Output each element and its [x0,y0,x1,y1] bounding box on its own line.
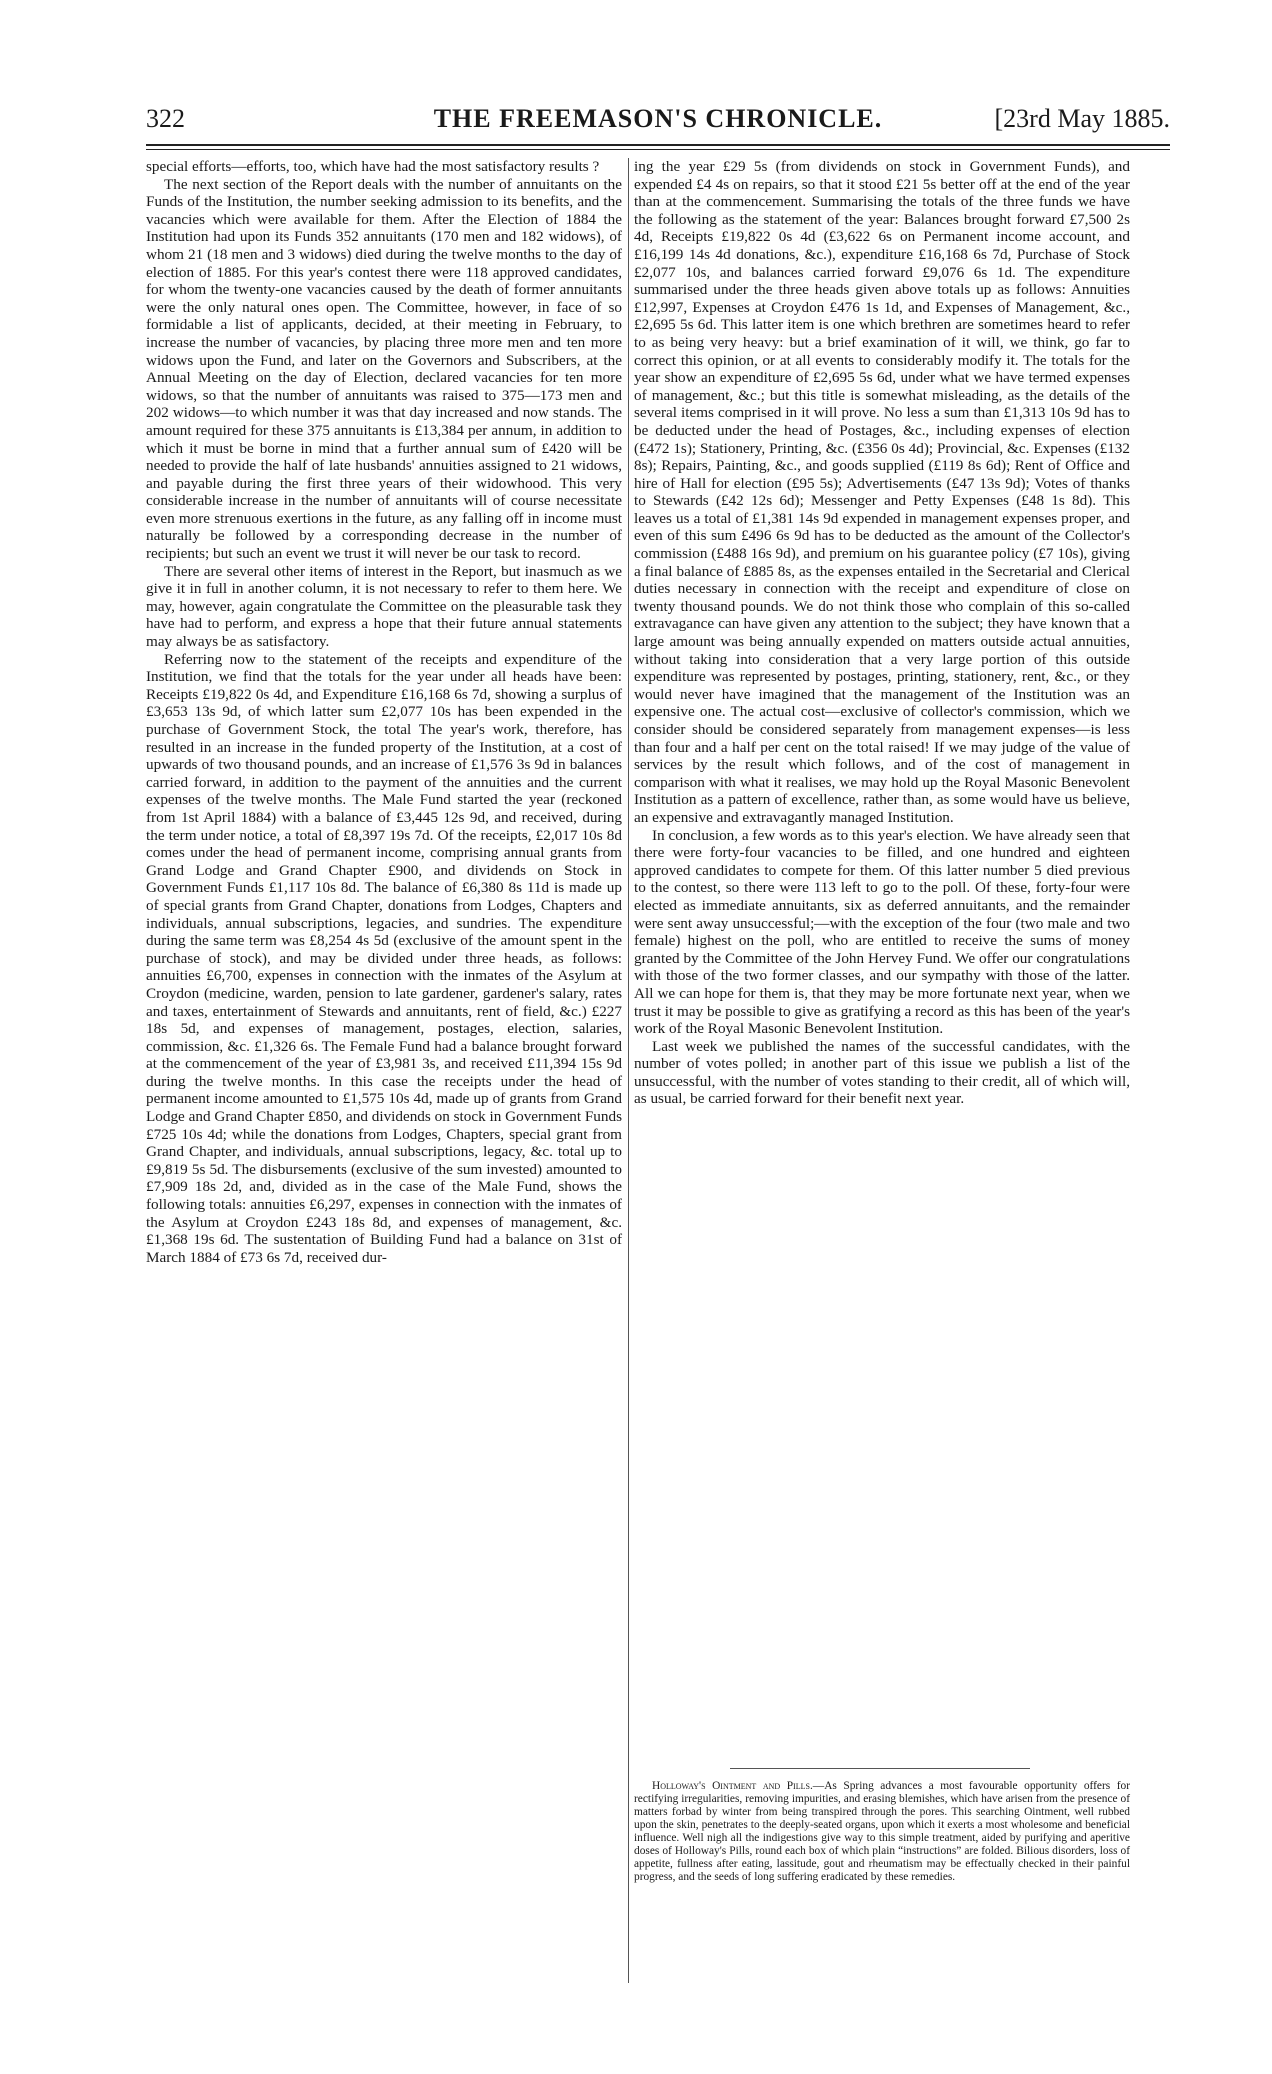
advertisement-text [634,1780,1130,1884]
masthead [146,100,1170,140]
publication-title: THE FREEMASON'S CHRONICLE. [433,104,883,133]
paragraph: special efforts—efforts, too, which have had the most satisfactory results ? [146,158,600,175]
issue-date: [23rd May 1885. [994,104,1170,133]
paragraph: The next section of the Report deals with the number of annuitants on the Funds of the Institution, the number seeking admission to its benefits, and the vacancies which were available for them. After the Election of 1884 the Institution had upon its Funds 352 annuitants (170 men and 182 widows), of whom 21 (18 men and 3 widows) died during the twelve months to the day of election of 1885. For this year's contest there were 118 approved candidates, for whom the twenty-one vacancies caused by the death of former annuitants were the only natural ones open. The Committee, however, in face of so formidable a list of applicants, decided, at their meeting in February, to increase the number of vacancies, by placing three more men and ten more widows upon the Fund, and later on the Governors and Subscribers, at the Annual Meeting on the day of Election, declared vacancies for ten more widows, so that the number of annuitants was raised to 375—173 men and 202 widows—to which number it was that day increased and now stands. The amount required for these 375 annuitants is £13,384 per annum, in addition to which it must be borne in mind that a further annual sum of £420 will be needed to provide the half of late husbands' annuities assigned to 21 widows, and payable during the first three years of their widowhood. This very considerable increase in the number of annuitants will of course necessitate even more strenuous exertions in the future, as any falling off in income must naturally be followed by a corresponding decrease in the number of recipients; but such an event we trust it will never be our task to record. [146,175,622,563]
column-divider [628,158,629,1983]
header-rule-thin [146,149,1170,150]
left-column [146,158,622,1266]
header-rule-thick [146,144,1170,146]
right-column [634,158,1130,1108]
paragraph: ing the year £29 5s (from dividends on stock in Government Funds), and expended £4 4s on repairs, so that it stood £21 5s better off at the end of the year than at the commencement. Summarising the totals of the three funds we have the following as the statement of the year: Balances brought forward £7,500 2s 4d, Receipts £19,822 0s 4d (£3,622 6s on Permanent income account, and £16,199 14s 4d donations, &c.), expenditure £16,168 6s 7d, Purchase of Stock £2,077 10s, and balances carried forward £9,076 6s 1d. The expenditure summarised under the three heads given above totals up as follows: Annuities £12,997, Expenses at Croydon £476 1s 1d, and Expenses of Management, &c., £2,695 5s 6d. This latter item is one which brethren are sometimes heard to refer to as being very heavy: but a brief examination of it will, we think, go far to correct this opinion, or at all events to considerably modify it. The totals for the year show an expenditure of £2,695 5s 6d, under what we have termed expenses of management, &c.; but this title is somewhat misleading, as the details of the several items comprised in it will prove. No less a sum than £1,313 10s 9d has to be deducted under the head of Postages, &c., including expenses of election (£472 1s); Stationery, Printing, &c. (£356 0s 4d); Provincial, &c. Expenses (£132 8s); Repairs, Painting, &c., and goods supplied (£119 8s 6d); Rent of Office and hire of Hall for election (£95 5s); Advertisements (£47 13s 9d); Votes of thanks to Stewards (£42 12s 6d); Messenger and Petty Expenses (£48 1s 8d). This leaves us a total of £1,381 14s 9d expended in management expenses proper, and even of this sum £496 6s 9d has to be deducted as the amount of the Collector's commission (£488 16s 9d), and premium on his guarantee policy (£7 10s), giving a final balance of £885 8s, as the expenses entailed in the Secretarial and Clerical duties necessary in connection with the receipt and expenditure of close on twenty thousand pounds. We do not think those who complain of this so-called extravagance can have given any attention to the subject; they have known that a large amount was being annually expended on matters outside actual annuities, without taking into consideration that a very large portion of this outside expenditure was represented by postages, printing, stationery, rent, &c., or they would never have imagined that the management of the Institution was an expensive one. The actual cost—exclusive of collector's commission, which we consider should be considered separately from management expenses—is less than four and a half per cent on the total raised! If we may judge of the value of services by the result which follows, and of the cost of management in comparison with what it realises, we may hold up the Royal Masonic Benevolent Institution as a pattern of excellence, rather than, as some would have us believe, an expensive and extravagantly managed Institution. [634,158,1130,826]
advertisement-heading: Holloway's Ointment and Pills. [652,1780,813,1792]
paragraph: Last week we published the names of the successful candidates, with the number of votes polled; in another part of this issue we publish a list of the unsuccessful, with the number of votes standing to their credit, all of which will, as usual, be carried forward for their benefit next year. [634,1037,1130,1108]
advertisement-body: —As Spring advances a most favourable opportunity offers for rectifying irregularities, removing impurities, and erasing blemishes, which have arisen from the presence of matters forbad by winter from being transpired through the pores. This searching Ointment, well rubbed upon the skin, penetrates to the deeply-seated organs, upon which it exerts a most wholesome and beneficial influence. Well nigh all the indigestions give way to this simple treatment, aided by purifying and aperitive doses of Holloway's Pills, round each box of which plain “instructions” are folded. Bilious disorders, loss of appetite, fullness after eating, lassitude, gout and rheumatism may be effectually checked in their painful progress, and the seeds of long suffering eradicated by these remedies. [634,1780,1131,1883]
paragraph: Referring now to the statement of the receipts and expenditure of the Institution, we find that the totals for the year under all heads have been: Receipts £19,822 0s 4d, and Expenditure £16,168 6s 7d, showing a surplus of £3,653 13s 9d, of which latter sum £2,077 10s has been expended in the purchase of Government Stock, the total The year's work, therefore, has resulted in an increase in the funded property of the Institution, at a cost of upwards of two thousand pounds, and an increase of £1,576 3s 9d in balances carried forward, in addition to the payment of the annuities and the current expenses of the twelve months. The Male Fund started the year (reckoned from 1st April 1884) with a balance of £3,445 12s 9d, and received, during the term under notice, a total of £8,397 19s 7d. Of the receipts, £2,017 10s 8d comes under the head of permanent income, comprising annual grants from Grand Lodge and Grand Chapter £900, and dividends on Stock in Government Funds £1,117 10s 8d. The balance of £6,380 8s 11d is made up of special grants from Grand Chapter, donations from Lodges, Chapters and individuals, annual subscriptions, legacies, and sundries. The expenditure during the same term was £8,254 4s 5d (exclusive of the amount spent in the purchase of stock), and may be divided under three heads, as follows: annuities £6,700, expenses in connection with the inmates of the Asylum at Croydon (medicine, warden, pension to late gardener, gardener's salary, rates and taxes, entertainment of Stewards and annuitants, rent of field, &c.) £227 18s 5d, and expenses of management, postages, election, salaries, commission, &c. £1,326 6s. The Female Fund had a balance brought forward at the commencement of the year of £3,981 3s, and received £11,394 15s 9d during the twelve months. In this case the receipts under the head of permanent income amounted to £1,575 10s 4d, made up of grants from Grand Lodge and Grand Chapter £850, and dividends on stock in Government Funds £725 10s 4d; while the donations from Lodges, Chapters, special grant from Grand Chapter, and individuals, annual subscriptions, legacy, &c. total up to £9,819 5s 5d. The disbursements (exclusive of the sum invested) amounted to £7,909 18s 2d, and, divided as in the case of the Male Fund, shows the following totals: annuities £6,297, expenses in connection with the inmates of the Asylum at Croydon £243 18s 8d, and expenses of management, &c. £1,368 19s 6d. The sustentation of Building Fund had a balance on 31st of March 1884 of £73 6s 7d, received dur- [146,650,622,1266]
paragraph: In conclusion, a few words as to this year's election. We have already seen that there were forty-four vacancies to be filled, and one hundred and eighteen approved candidates to compete for them. Of this latter number 5 died previous to the contest, so there were 113 left to go to the poll. Of these, forty-four were elected as immediate annuitants, six as deferred annuitants, and the remainder were sent away unsuccessful;—with the exception of the four (two male and two female) highest on the poll, who are entitled to receive the sums of money granted by the Committee of the John Hervey Fund. We offer our congratulations with those of the two former classes, and our sympathy with those of the latter. All we can hope for them is, that they may be more fortunate next year, when we trust it may be possible to give as gratifying a record as this has been of the year's work of the Royal Masonic Benevolent Institution. [634,826,1130,1038]
paragraph: There are several other items of interest in the Report, but inasmuch as we give it in full in another column, it is not necessary to refer to them here. We may, however, again congratulate the Committee on the pleasurable task they have had to perform, and express a hope that their future annual statements may always be as satisfactory. [146,562,622,651]
advertisement-rule [730,1768,1030,1769]
advertisement [634,1780,1130,1884]
page-number: 322 [146,104,185,133]
